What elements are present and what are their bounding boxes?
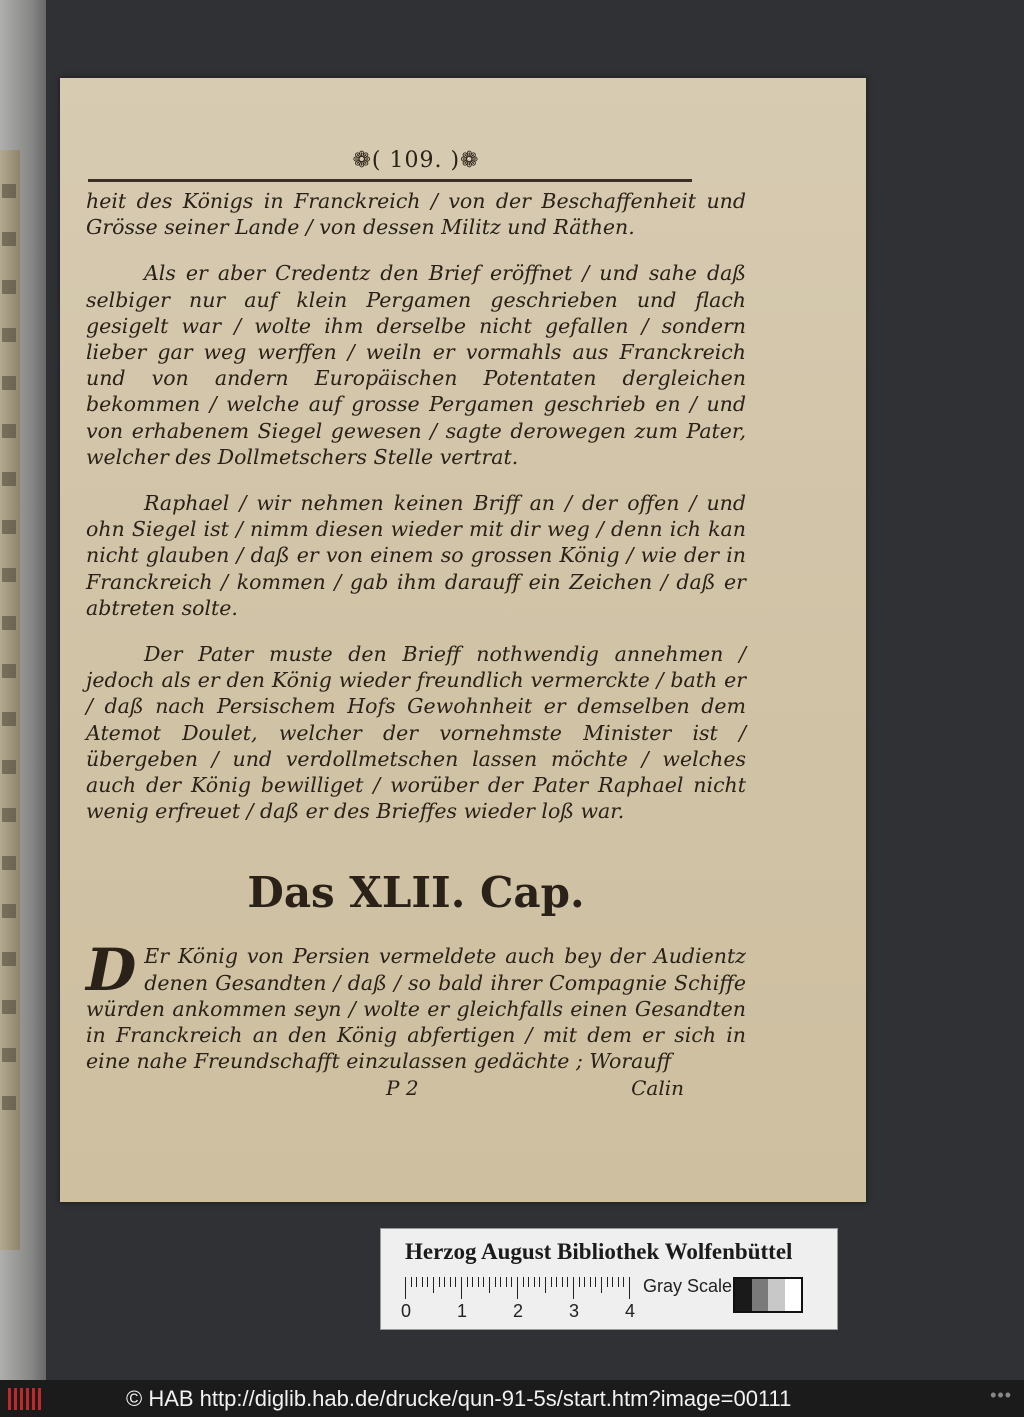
library-color-label (380, 1228, 838, 1330)
ruler-tick (562, 1277, 563, 1287)
ruler-tick (612, 1277, 613, 1287)
chapter-paragraph-text: Er König von Persien vermeldete auch bey der Audientz denen Gesandten / daß / so bald ihrer Compagnie Schiffe würden ankommen seyn / wolte er gleichfalls einen Gesandten in Franckreich an den König abfertigen / mit dem er sich in eine nahe Freundschafft einzulassen gedächte ; Worauff (86, 944, 746, 1074)
gray-swatch (752, 1279, 769, 1311)
signature-mark: P 2 (386, 1076, 419, 1101)
ruler-tick (539, 1277, 540, 1287)
page-text-block (86, 148, 746, 1102)
ruler-tick (590, 1277, 591, 1287)
paragraph-4: Der Pater muste den Brieff nothwendig annehmen / jedoch als er den König wieder freundlich vermerckte / bath er / daß nach Persischem Hofs Gewohnheit er demselben dem Atemot Doulet, welcher der vornehmste Minister ist / übergeben / und verdollmetschen lassen möchte / welches auch der König bewilliget / worüber der Pater Raphael nicht wenig erfreuet / daß er des Brieffes wieder loß war. (86, 642, 746, 824)
ruler-number: 2 (513, 1301, 524, 1321)
gray-swatch (768, 1279, 785, 1311)
ruler-tick (506, 1277, 507, 1287)
paragraph-2: Als er aber Credentz den Brief eröffnet / und sahe daß selbiger nur auf klein Pergamen geschrieben und flach gesigelt war / wolte ihm derselbe nicht gefallen / sondern lieber gar weg werffen / weiln er vormahls aus Franckreich und von andern Europäischen Potentaten dergleichen bekommen / welche auf grosse Pergamen geschrieb en / und von erhabenem Siegel gewesen / sagte derowegen zum Pater, welcher des Dollmetschers Stelle vertrat. (86, 261, 746, 469)
ruler-tick (551, 1277, 552, 1287)
ruler-tick (623, 1277, 624, 1287)
paragraph-1: heit des Königs in Franckreich / von der Beschaffenheit und Grösse seiner Lande / von dessen Militz und Räthen. (86, 189, 746, 240)
ruler-tick (467, 1277, 468, 1287)
signature-line (86, 1076, 746, 1102)
ruler-tick (416, 1277, 417, 1287)
paragraph-3: Raphael / wir nehmen keinen Briff an / der offen / und ohn Siegel ist / nimm diesen wieder mit dir weg / denn ich kan nicht glauben / daß er von einem so grossen König / wie der in Franckreich / kommen / gab ihm darauff ein Zeichen / daß er abtreten solte. (86, 491, 746, 620)
ruler-tick (405, 1277, 406, 1299)
ruler-tick (629, 1277, 630, 1299)
chapter-paragraph (86, 936, 746, 1074)
more-options-icon[interactable]: ••• (990, 1385, 1012, 1405)
ruler-numbers (401, 1301, 641, 1323)
logo-bar (14, 1388, 17, 1410)
ruler-tick (500, 1277, 501, 1287)
footer-bar (0, 1380, 1024, 1417)
hab-logo-icon (8, 1388, 46, 1410)
ruler-tick (489, 1277, 490, 1293)
measurement-ruler (405, 1277, 633, 1299)
ruler-tick (528, 1277, 529, 1287)
ruler-tick (517, 1277, 518, 1299)
page-number-header: ❁( 109. )❁ (352, 148, 480, 173)
logo-bar (8, 1388, 11, 1410)
ruler-tick (450, 1277, 451, 1287)
ruler-tick (427, 1277, 428, 1287)
previous-page-edge (0, 150, 20, 1250)
ruler-tick (523, 1277, 524, 1287)
ruler-tick (472, 1277, 473, 1287)
ruler-tick (422, 1277, 423, 1287)
ruler-number: 3 (569, 1301, 580, 1321)
gray-swatch (735, 1279, 752, 1311)
gray-scale-swatches (733, 1277, 803, 1313)
ruler-tick (545, 1277, 546, 1293)
logo-bar (38, 1388, 41, 1410)
ruler-tick (461, 1277, 462, 1299)
ruler-tick (567, 1277, 568, 1287)
header-rule (88, 179, 692, 182)
ruler-tick (584, 1277, 585, 1287)
catchword: Calin (631, 1076, 684, 1101)
chapter-heading: Das XLII. Cap. (247, 868, 585, 918)
ruler-tick (579, 1277, 580, 1287)
ruler-tick (433, 1277, 434, 1293)
ruler-tick (556, 1277, 557, 1287)
ruler-tick (534, 1277, 535, 1287)
logo-bar (26, 1388, 29, 1410)
logo-bar (20, 1388, 23, 1410)
ruler-tick (573, 1277, 574, 1299)
ruler-tick (495, 1277, 496, 1287)
library-name: Herzog August Bibliothek Wolfenbüttel (405, 1239, 793, 1264)
gray-swatch (785, 1279, 802, 1311)
ruler-number: 0 (401, 1301, 412, 1321)
ruler-tick (483, 1277, 484, 1287)
gray-scale-label: Gray Scale (643, 1276, 733, 1296)
ruler-tick (618, 1277, 619, 1287)
drop-cap: D (86, 936, 137, 1005)
ruler-tick (444, 1277, 445, 1287)
logo-bar (32, 1388, 35, 1410)
ruler-tick (601, 1277, 602, 1293)
ruler-tick (411, 1277, 412, 1287)
ruler-tick (607, 1277, 608, 1287)
ruler-tick (595, 1277, 596, 1287)
ruler-tick (455, 1277, 456, 1287)
ruler-tick (478, 1277, 479, 1287)
footer-copyright-link[interactable]: © HAB http://diglib.hab.de/drucke/qun-91-5s/start.htm?image=00111 (126, 1386, 792, 1411)
ruler-tick (439, 1277, 440, 1287)
ruler-number: 4 (625, 1301, 636, 1321)
ruler-number: 1 (457, 1301, 468, 1321)
ruler-tick (511, 1277, 512, 1287)
book-page (60, 78, 866, 1202)
